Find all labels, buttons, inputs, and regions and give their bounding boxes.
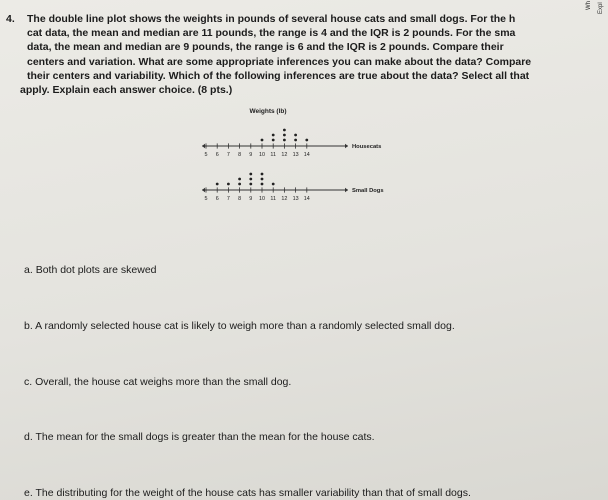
small-dogs-dot bbox=[216, 183, 219, 186]
housecats-tick-label-5: 5 bbox=[204, 152, 208, 158]
small-dogs-dot bbox=[261, 178, 264, 181]
housecats-tick-label-12: 12 bbox=[281, 152, 288, 158]
choice-c-text: Overall, the house cat weighs more than the small dog. bbox=[35, 376, 292, 388]
housecats-tick-label-10: 10 bbox=[259, 152, 265, 158]
small-dogs-dot bbox=[261, 173, 264, 176]
housecats-tick-label-6: 6 bbox=[215, 152, 219, 158]
small-dogs-dot bbox=[227, 183, 230, 186]
choice-e-text: The distributing for the weight of the house cats has smaller variability than that of small dogs. bbox=[35, 487, 471, 499]
question-line-1: The double line plot shows the weights in pounds of several house cats and small dogs. For the h bbox=[27, 13, 516, 25]
small-dogs-tick-label-5: 5 bbox=[204, 196, 208, 202]
small-dogs-series-label: Small Dogs bbox=[352, 188, 384, 194]
choice-a bbox=[24, 264, 157, 276]
housecats-tick-label-13: 13 bbox=[292, 152, 299, 158]
margin-notes bbox=[582, 0, 608, 28]
small-dogs-axis-arrow-left bbox=[202, 188, 205, 192]
housecats-dot bbox=[272, 139, 275, 142]
choice-a-letter: a. bbox=[24, 264, 33, 276]
dot-plot bbox=[196, 104, 406, 208]
question-line-2: cat data, the mean and median are 11 pounds, the range is 4 and the IQR is 2 pounds. For the sma bbox=[27, 27, 516, 39]
small-dogs-dot bbox=[238, 178, 241, 181]
choice-d-text: The mean for the small dogs is greater than the mean for the house cats. bbox=[35, 431, 375, 443]
small-dogs-dot bbox=[249, 178, 252, 181]
housecats-tick-label-9: 9 bbox=[249, 152, 253, 158]
choice-b-letter: b. bbox=[24, 320, 33, 332]
choice-d-letter: d. bbox=[24, 431, 33, 443]
small-dogs-tick-label-7: 7 bbox=[226, 196, 230, 202]
housecats-dot bbox=[261, 139, 264, 142]
housecats-dot bbox=[272, 134, 275, 137]
question-line-6: apply. Explain each answer choice. (8 pts.) bbox=[20, 84, 233, 96]
small-dogs-axis-arrow-right bbox=[345, 188, 348, 192]
housecats-tick-label-8: 8 bbox=[238, 152, 242, 158]
housecats-tick-label-14: 14 bbox=[303, 152, 310, 158]
margin-text-top: Wh bbox=[586, 1, 592, 10]
small-dogs-dot bbox=[261, 183, 264, 186]
small-dogs-tick-label-10: 10 bbox=[259, 196, 265, 202]
question-line-4: centers and variation. What are some appropriate inferences you can make about the data? Compare bbox=[27, 56, 532, 68]
small-dogs-dot bbox=[272, 183, 275, 186]
small-dogs-tick-label-8: 8 bbox=[238, 196, 242, 202]
plot-title: Weights (lb) bbox=[249, 108, 287, 115]
choice-c-letter: c. bbox=[24, 376, 33, 388]
choice-a-text: Both dot plots are skewed bbox=[35, 264, 157, 276]
small-dogs-tick-label-14: 14 bbox=[303, 196, 310, 202]
housecats-dot bbox=[294, 139, 297, 142]
question-number: 4. bbox=[6, 13, 15, 25]
margin-text-side: Expl bbox=[598, 2, 604, 14]
housecats-dot bbox=[283, 129, 286, 132]
choice-e bbox=[24, 487, 471, 499]
housecats-tick-label-11: 11 bbox=[270, 152, 277, 158]
housecats-dot bbox=[305, 139, 308, 142]
housecats-dot bbox=[283, 134, 286, 137]
small-dogs-tick-label-12: 12 bbox=[281, 196, 288, 202]
housecats-tick-label-7: 7 bbox=[226, 152, 230, 158]
housecats-axis-arrow-right bbox=[345, 144, 348, 148]
choice-b-text: A randomly selected house cat is likely to weigh more than a randomly selected small dog. bbox=[35, 320, 455, 332]
small-dogs-tick-label-11: 11 bbox=[270, 196, 277, 202]
small-dogs-dot bbox=[249, 183, 252, 186]
choice-b bbox=[24, 320, 455, 332]
housecats-axis-arrow-left bbox=[202, 144, 205, 148]
small-dogs-tick-label-6: 6 bbox=[215, 196, 219, 202]
housecats-dot bbox=[283, 139, 286, 142]
small-dogs-dot bbox=[249, 173, 252, 176]
question-line-3: data, the mean and median are 9 pounds, the range is 6 and the IQR is 2 pounds. Compare their bbox=[27, 41, 504, 53]
choice-c bbox=[24, 376, 291, 388]
housecats-series-label: Housecats bbox=[352, 144, 382, 150]
small-dogs-dot bbox=[238, 183, 241, 186]
small-dogs-tick-label-9: 9 bbox=[249, 196, 253, 202]
small-dogs-tick-label-13: 13 bbox=[292, 196, 299, 202]
choice-d bbox=[24, 431, 375, 443]
choice-e-letter: e. bbox=[24, 487, 33, 499]
question-line-5: their centers and variability. Which of the following inferences are true about the data? Select all that bbox=[27, 70, 530, 82]
housecats-dot bbox=[294, 134, 297, 137]
